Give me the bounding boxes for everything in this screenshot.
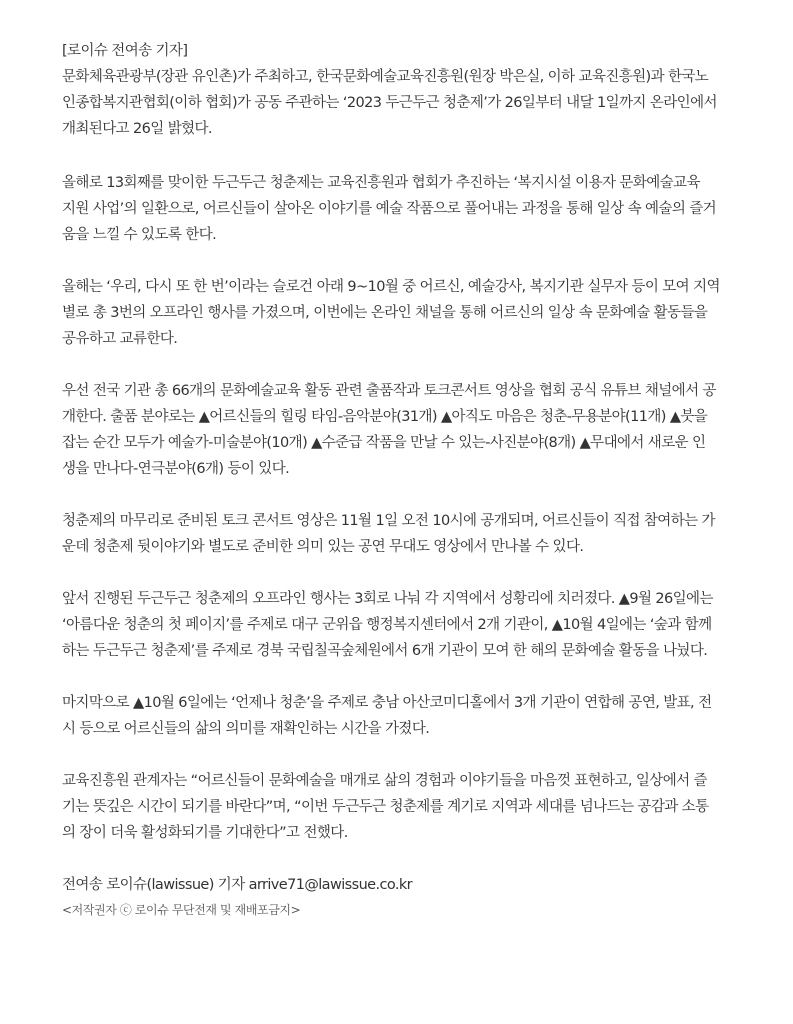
- paragraph-line: 생을 만나다-연극분야(6개) 등이 있다.: [62, 461, 290, 477]
- paragraph-line: 올해로 13회째를 맞이한 두근두근 청춘제는 교육진흥원과 협회가 추진하는 ‘복지시설 이용자 문화예술교육: [62, 175, 700, 191]
- paragraph-1: [62, 64, 751, 142]
- paragraph-line: 의 장이 더욱 활성화되기를 기대한다”고 전했다.: [62, 825, 348, 841]
- paragraph-line: 개최된다고 26일 밝혔다.: [62, 121, 212, 137]
- paragraph-line: 청춘제의 마무리로 준비된 토크 콘서트 영상은 11월 1일 오전 10시에 공개되며, 어르신들이 직접 참여하는 가: [62, 513, 715, 529]
- paragraph-line: 문화체육관광부(장관 유인촌)가 주최하고, 한국문화예술교육진흥원(원장 박은실, 이하 교육진흥원)과 한국노: [62, 69, 709, 85]
- paragraph-8: [62, 768, 751, 846]
- paragraph-line: 공유하고 교류한다.: [62, 331, 178, 347]
- copyright-notice: <저작권자 ⓒ 로이슈 무단전재 및 재배포금지>: [62, 903, 301, 917]
- paragraph-line: ‘아름다운 청춘의 첫 페이지’를 주제로 대구 군위읍 행정복지센터에서 2개 기관이, ▲10월 4일에는 ‘숲과 함께: [62, 617, 712, 633]
- paragraph-line: 움을 느낄 수 있도록 한다.: [62, 227, 217, 243]
- paragraph-line: 마지막으로 ▲10월 6일에는 ‘언제나 청춘’을 주제로 충남 아산코미디홀에서 3개 기관이 연합해 공연, 발표, 전: [62, 695, 712, 711]
- paragraph-line: 교육진흥원 관계자는 “어르신들이 문화예술을 매개로 삶의 경험과 이야기들을 마음껏 표현하고, 일상에서 즐: [62, 773, 707, 789]
- paragraph-line: 기는 뜻깊은 시간이 되기를 바란다”며, “이번 두근두근 청춘제를 계기로 지역과 세대를 넘나드는 공감과 소통: [62, 799, 709, 815]
- paragraph-line: 인종합복지관협회(이하 협회)가 공동 주관하는 ‘2023 두근두근 청춘제’가 26일부터 내달 1일까지 온라인에서: [62, 95, 717, 111]
- paragraph-line: 지원 사업’의 일환으로, 어르신들이 살아온 이야기를 예술 작품으로 풀어내는 과정을 통해 일상 속 예술의 즐거: [62, 201, 717, 217]
- paragraph-line: 올해는 ‘우리, 다시 또 한 번’이라는 슬로건 아래 9~10월 중 어르신, 예술강사, 복지기관 실무자 등이 모여 지역: [62, 279, 720, 295]
- reporter-signature: 전여송 로이슈(lawissue) 기자 arrive71@lawissue.co.kr: [62, 877, 413, 893]
- paragraph-4: [62, 378, 751, 482]
- paragraph-line: 운데 청춘제 뒷이야기와 별도로 준비한 의미 있는 공연 무대도 영상에서 만나볼 수 있다.: [62, 539, 584, 555]
- paragraph-6: [62, 586, 751, 664]
- paragraph-line: 시 등으로 어르신들의 삶의 의미를 재확인하는 시간을 가졌다.: [62, 721, 430, 737]
- paragraph-2: [62, 170, 751, 248]
- paragraph-line: 하는 두근두근 청춘제’를 주제로 경북 국립칠곡숲체원에서 6개 기관이 모여 한 해의 문화예술 활동을 나눴다.: [62, 643, 708, 659]
- paragraph-5: [62, 508, 751, 560]
- paragraph-line: 별로 총 3번의 오프라인 행사를 가졌으며, 이번에는 온라인 채널을 통해 어르신의 일상 속 문화예술 활동들을: [62, 305, 708, 321]
- paragraph-7: [62, 690, 751, 742]
- paragraph-line: 개한다. 출품 분야로는 ▲어르신들의 힐링 타임-음악분야(31개) ▲아직도 마음은 청춘-무용분야(11개) ▲붓을: [62, 409, 708, 425]
- paragraph-line: 앞서 진행된 두근두근 청춘제의 오프라인 행사는 3회로 나눠 각 지역에서 성황리에 치러졌다. ▲9월 26일에는: [62, 591, 713, 607]
- paragraph-line: 잡는 순간 모두가 예술가-미술분야(10개) ▲수준급 작품을 만날 수 있는-사진분야(8개) ▲무대에서 새로운 인: [62, 435, 706, 451]
- reporter-tag: [로이슈 전여송 기자]: [62, 43, 188, 59]
- paragraph-line: 우선 전국 기관 총 66개의 문화예술교육 활동 관련 출품작과 토크콘서트 영상을 협회 공식 유튜브 채널에서 공: [62, 383, 716, 399]
- paragraph-3: [62, 274, 751, 352]
